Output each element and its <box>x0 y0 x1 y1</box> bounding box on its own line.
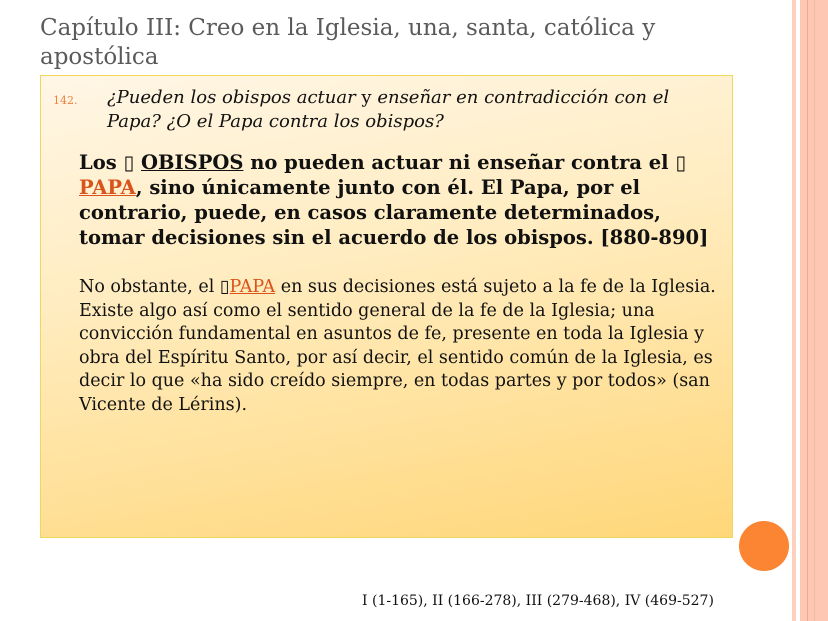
answer-paragraph <box>79 150 729 250</box>
decorative-line <box>814 0 815 621</box>
papa-link[interactable]: PAPA <box>229 277 276 297</box>
missing-glyph-icon: ▯ <box>123 151 142 174</box>
note-paragraph <box>79 276 729 417</box>
question-text-conj: y <box>355 87 378 108</box>
answer-text: no pueden actuar ni enseñar contra el <box>243 151 676 174</box>
decorative-line <box>807 0 808 621</box>
footer-index: I (1-165), II (166-278), III (279-468), IV (469-527) <box>362 593 714 609</box>
slide-title: Capítulo III: Creo en la Iglesia, una, santa, católica y apostólica <box>40 15 656 70</box>
answer-text: , sino únicamente junto con él. El Papa, por el contrario, puede, en casos claramente determinados, tomar decisiones sin el acuerdo de los obispos. [880-890] <box>79 176 709 249</box>
answer-text: Los <box>79 151 124 174</box>
decorative-circle-icon <box>739 521 789 571</box>
question-text: ¿Pueden los obispos actuar <box>107 87 356 108</box>
obispos-link[interactable]: OBISPOS <box>141 151 244 174</box>
question-text-end: enseñar en contradicción con el Papa? ¿O el Papa contra los obispos? <box>107 87 670 132</box>
content-box <box>40 75 733 538</box>
papa-link[interactable]: PAPA <box>79 176 136 199</box>
question <box>53 86 723 134</box>
missing-glyph-icon: ▯ <box>219 277 230 297</box>
question-number: 142. <box>53 94 78 107</box>
missing-glyph-icon: ▯ <box>675 151 687 174</box>
note-text: en sus decisiones está sujeto a la fe de la Iglesia. Existe algo así como el sentido general de la fe de la Iglesia; una convicción fundamental en asuntos de fe, presente en toda la Iglesia y obra del Espíritu Santo, por así decir, el sentido común de la Iglesia, es decir lo que «ha sido creído siempre, en todas partes y por todos» (san Vicente de Lérins). <box>79 277 716 415</box>
decorative-stripe <box>792 0 796 621</box>
note-text: No obstante, el <box>79 277 220 297</box>
